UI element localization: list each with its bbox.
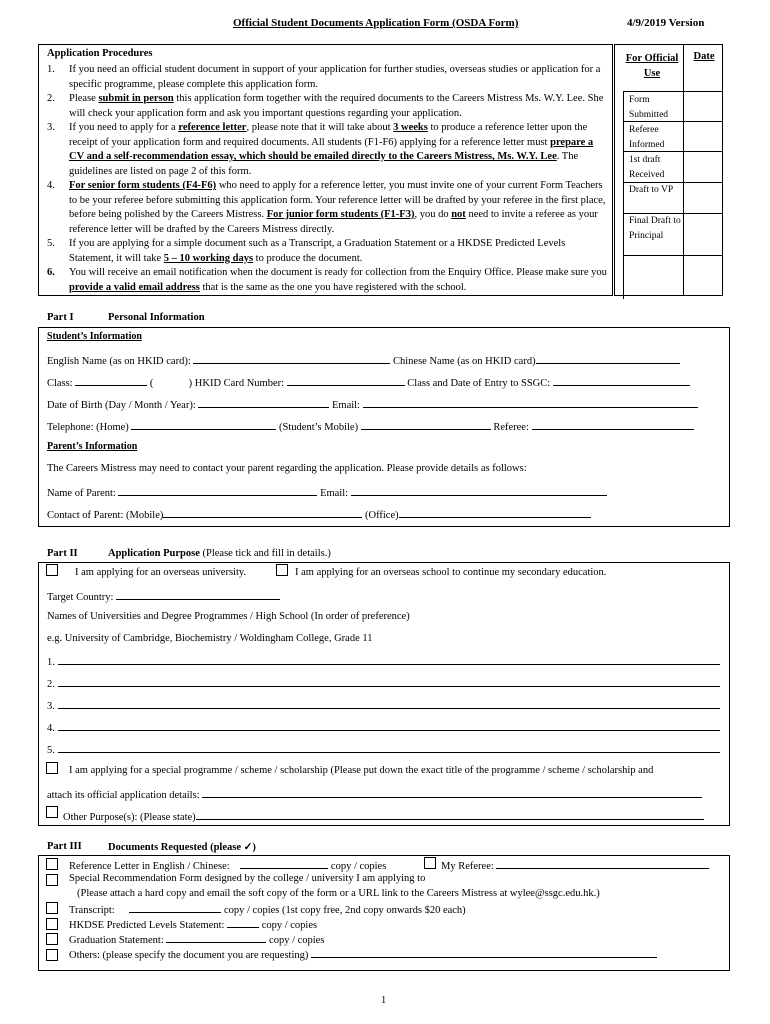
preference-line-4 <box>47 721 720 734</box>
procedure-item <box>47 179 607 237</box>
my-referee-label: My Referee: <box>441 861 494 872</box>
target-country-label: Target Country: <box>47 592 114 603</box>
example-text: e.g. University of Cambridge, Biochemistry / Woldingham College, Grade 11 <box>47 633 373 644</box>
my-referee-checkbox[interactable] <box>424 857 436 869</box>
email-label: Email: <box>331 400 360 411</box>
transcript-note: copy / copies (1st copy free, 2nd copy onwards $20 each) <box>223 905 466 916</box>
procedure-number: 6. <box>47 267 55 278</box>
other-purpose-input[interactable] <box>196 809 704 820</box>
others-checkbox[interactable] <box>46 949 58 961</box>
parent-info-heading: Parent’s Information <box>47 441 138 452</box>
preference-input-4[interactable] <box>58 721 720 731</box>
preference-number: 2. <box>47 679 55 690</box>
my-referee-input[interactable] <box>496 858 709 869</box>
copies-label: copy / copies <box>261 920 318 931</box>
special-programme-checkbox[interactable] <box>46 762 58 774</box>
preference-number: 1. <box>47 657 55 668</box>
procedure-number: 3. <box>47 122 55 133</box>
referee-label: Referee: <box>493 422 529 433</box>
preference-input-5[interactable] <box>58 743 720 753</box>
special-recommendation-note: (Please attach a hard copy and email the soft copy of the form or a URL link to the Careers Mistress at wylee@ssgc.edu.hk.) <box>77 888 600 899</box>
reference-letter-copies-input[interactable] <box>240 858 328 869</box>
hkdse-copies-input[interactable] <box>227 917 259 928</box>
procedure-item <box>47 92 607 121</box>
hkid-label: HKID Card Number: <box>194 378 285 389</box>
office-col-date: Date <box>693 51 715 62</box>
others-row <box>69 947 657 961</box>
other-purpose-label: Other Purpose(s): (Please state) <box>63 812 196 823</box>
special-programme-label: I am applying for a special programme / scheme / scholarship (Please put down the exact title of the programme / scheme / scholarship and <box>69 765 654 776</box>
graduation-label: Graduation Statement: <box>69 935 164 946</box>
preference-input-3[interactable] <box>58 699 720 709</box>
procedure-text: If you need to apply for a reference letter, please note that it will take about 3 weeks to produce a reference letter upon the receipt of your application form and required documents. All students (F1-F6) applying for a reference letter must prepare a CV and a self-recommendation essay, which should be emailed directly to the Careers Mistress, Ms. W.Y. Lee. The guidelines are listed on page 2 of this form. <box>69 122 594 177</box>
class-row <box>47 375 690 389</box>
procedure-text: For senior form students (F4-F6) who need to apply for a reference letter, you must invite one of your current Form Teachers to be your referee before submitting this application form. Your reference letter will be drafted by your referee in the first place, before being polished by the Careers Mistress. For junior form students (F1-F3), you do not need to invite a referee as your reference letter will be drafted by the Careers Mistress directly. <box>69 180 606 235</box>
procedure-item <box>47 63 607 92</box>
preference-input-2[interactable] <box>58 677 720 687</box>
procedure-number: 1. <box>47 64 55 75</box>
my-referee-row <box>441 858 709 872</box>
dob-row <box>47 397 698 411</box>
reference-letter-row <box>69 858 386 872</box>
procedure-text: Please submit in person this application form together with the required documents to the Careers Mistress Ms. W.Y. Lee. She will check your application form and ask you important questions regarding your application. <box>69 93 604 119</box>
transcript-copies-input[interactable] <box>129 902 221 913</box>
part2-title-row <box>108 548 331 559</box>
transcript-label: Transcript: <box>69 905 115 916</box>
class-number-open: ( <box>149 378 154 389</box>
part2-subtitle: (Please tick and fill in details.) <box>202 548 331 559</box>
telephone-label: Telephone: (Home) <box>47 422 129 433</box>
procedure-item <box>47 121 607 179</box>
class-date-label: Class and Date of Entry to SSGC: <box>407 378 551 389</box>
procedure-number: 2. <box>47 93 55 104</box>
part1-title: Personal Information <box>108 312 205 323</box>
mobile-label: (Student’s Mobile) <box>279 422 359 433</box>
preference-line-5 <box>47 743 720 756</box>
procedure-number: 5. <box>47 238 55 249</box>
english-name-label: English Name (as on HKID card): <box>47 356 191 367</box>
parent-mobile-label: Contact of Parent: (Mobile) <box>47 510 164 521</box>
mobile-input[interactable] <box>361 419 491 430</box>
class-number-close: ) <box>188 378 193 389</box>
hkdse-label: HKDSE Predicted Levels Statement: <box>69 920 225 931</box>
copies-label: copy / copies <box>269 935 325 946</box>
student-info-heading: Student’s Information <box>47 331 142 342</box>
class-label: Class: <box>47 378 73 389</box>
procedure-text: You will receive an email notification when the document is ready for collection from the Enquiry Office. Please make sure you provide a valid email address that is the same as the one you have registered with the school. <box>69 267 607 293</box>
hkdse-row <box>69 917 317 931</box>
special-recommendation-checkbox[interactable] <box>46 874 58 886</box>
graduation-row <box>69 932 324 946</box>
hkdse-checkbox[interactable] <box>46 918 58 930</box>
graduation-copies-input[interactable] <box>166 932 266 943</box>
preference-line-1 <box>47 655 720 668</box>
class-date-input[interactable] <box>553 375 690 386</box>
parent-office-label: (Office) <box>364 510 399 521</box>
email-input[interactable] <box>363 397 698 408</box>
others-label: Others: (please specify the document you are requesting) <box>69 950 309 961</box>
reference-letter-checkbox[interactable] <box>46 858 58 870</box>
overseas-school-checkbox[interactable] <box>276 564 288 576</box>
target-country-input[interactable] <box>116 589 280 600</box>
parent-contact-row <box>47 507 591 521</box>
referee-input[interactable] <box>532 419 694 430</box>
preference-line-3 <box>47 699 720 712</box>
other-purpose-row <box>63 809 704 823</box>
chinese-name-input[interactable] <box>536 353 680 364</box>
english-name-input[interactable] <box>193 353 390 364</box>
parent-name-input[interactable] <box>118 485 317 496</box>
procedure-text: If you are applying for a simple document such as a Transcript, a Graduation Statement or a HKDSE Predicted Levels Statement, it will take 5 – 10 working days to produce the document. <box>69 238 566 264</box>
parent-mobile-input[interactable] <box>163 507 362 518</box>
part2-title: Application Purpose <box>108 548 200 559</box>
dob-label: Date of Birth (Day / Month / Year): <box>47 400 196 411</box>
preference-number: 3. <box>47 701 55 712</box>
procedure-item <box>47 266 607 295</box>
overseas-university-checkbox[interactable] <box>46 564 58 576</box>
special-recommendation-label: Special Recommendation Form designed by the college / university I am applying to <box>69 873 426 884</box>
chinese-name-label: Chinese Name (as on HKID card) <box>393 356 536 367</box>
telephone-row <box>47 419 694 433</box>
procedure-text: If you need an official student document in support of your application for further studies, overseas studies or application for a specific programme, please complete this application form. <box>69 64 601 90</box>
preference-number: 4. <box>47 723 55 734</box>
office-row-draft-vp: Draft to VP <box>629 185 674 195</box>
names-label: Names of Universities and Degree Programmes / High School (In order of preference) <box>47 611 410 622</box>
page-number: 1 <box>381 995 387 1006</box>
others-input[interactable] <box>311 947 657 958</box>
english-name-row <box>47 353 680 367</box>
parent-name-row <box>47 485 607 499</box>
special-programme-input[interactable] <box>202 787 702 798</box>
parent-email-label: Email: <box>320 488 349 499</box>
procedure-item <box>47 237 607 266</box>
part3-label: Part III <box>47 841 82 852</box>
procedures-heading: Application Procedures <box>47 48 153 59</box>
graduation-checkbox[interactable] <box>46 933 58 945</box>
parent-note: The Careers Mistress may need to contact your parent regarding the application. Please provide details as follows: <box>47 463 527 474</box>
reference-letter-label: Reference Letter in English / Chinese: <box>69 861 230 872</box>
transcript-checkbox[interactable] <box>46 902 58 914</box>
office-row-final-draft: Final Draft to Principal <box>629 216 681 241</box>
copies-label: copy / copies <box>330 861 387 872</box>
preference-number: 5. <box>47 745 55 756</box>
preference-line-2 <box>47 677 720 690</box>
office-col-official-use: For Official Use <box>625 53 679 79</box>
preference-input-1[interactable] <box>58 655 720 665</box>
office-row-form-submitted: Form Submitted <box>629 95 669 120</box>
hkid-input[interactable] <box>287 375 405 386</box>
form-title: Official Student Documents Application Form (OSDA Form) <box>233 17 519 29</box>
procedure-number: 4. <box>47 180 55 191</box>
special-programme-label2: attach its official application details: <box>47 790 200 801</box>
dob-input[interactable] <box>198 397 329 408</box>
parent-email-input[interactable] <box>351 485 607 496</box>
part2-label: Part II <box>47 548 78 559</box>
office-row-referee-informed: Referee Informed <box>629 125 665 150</box>
form-version: 4/9/2019 Version <box>627 17 705 29</box>
other-purpose-checkbox[interactable] <box>46 806 58 818</box>
transcript-row <box>69 902 466 916</box>
overseas-university-label: I am applying for an overseas university. <box>75 567 247 578</box>
part3-title: Documents Requested (please ✓) <box>108 842 256 853</box>
target-country-row <box>47 589 280 603</box>
home-phone-input[interactable] <box>131 419 276 430</box>
class-input[interactable] <box>75 375 147 386</box>
special-programme-row2 <box>47 787 702 801</box>
office-row-first-draft: 1st draft Received <box>629 155 665 180</box>
overseas-school-label: I am applying for an overseas school to continue my secondary education. <box>295 567 607 578</box>
office-use-table <box>614 44 723 296</box>
parent-name-label: Name of Parent: <box>47 488 116 499</box>
part1-label: Part I <box>47 312 74 323</box>
parent-office-input[interactable] <box>399 507 591 518</box>
